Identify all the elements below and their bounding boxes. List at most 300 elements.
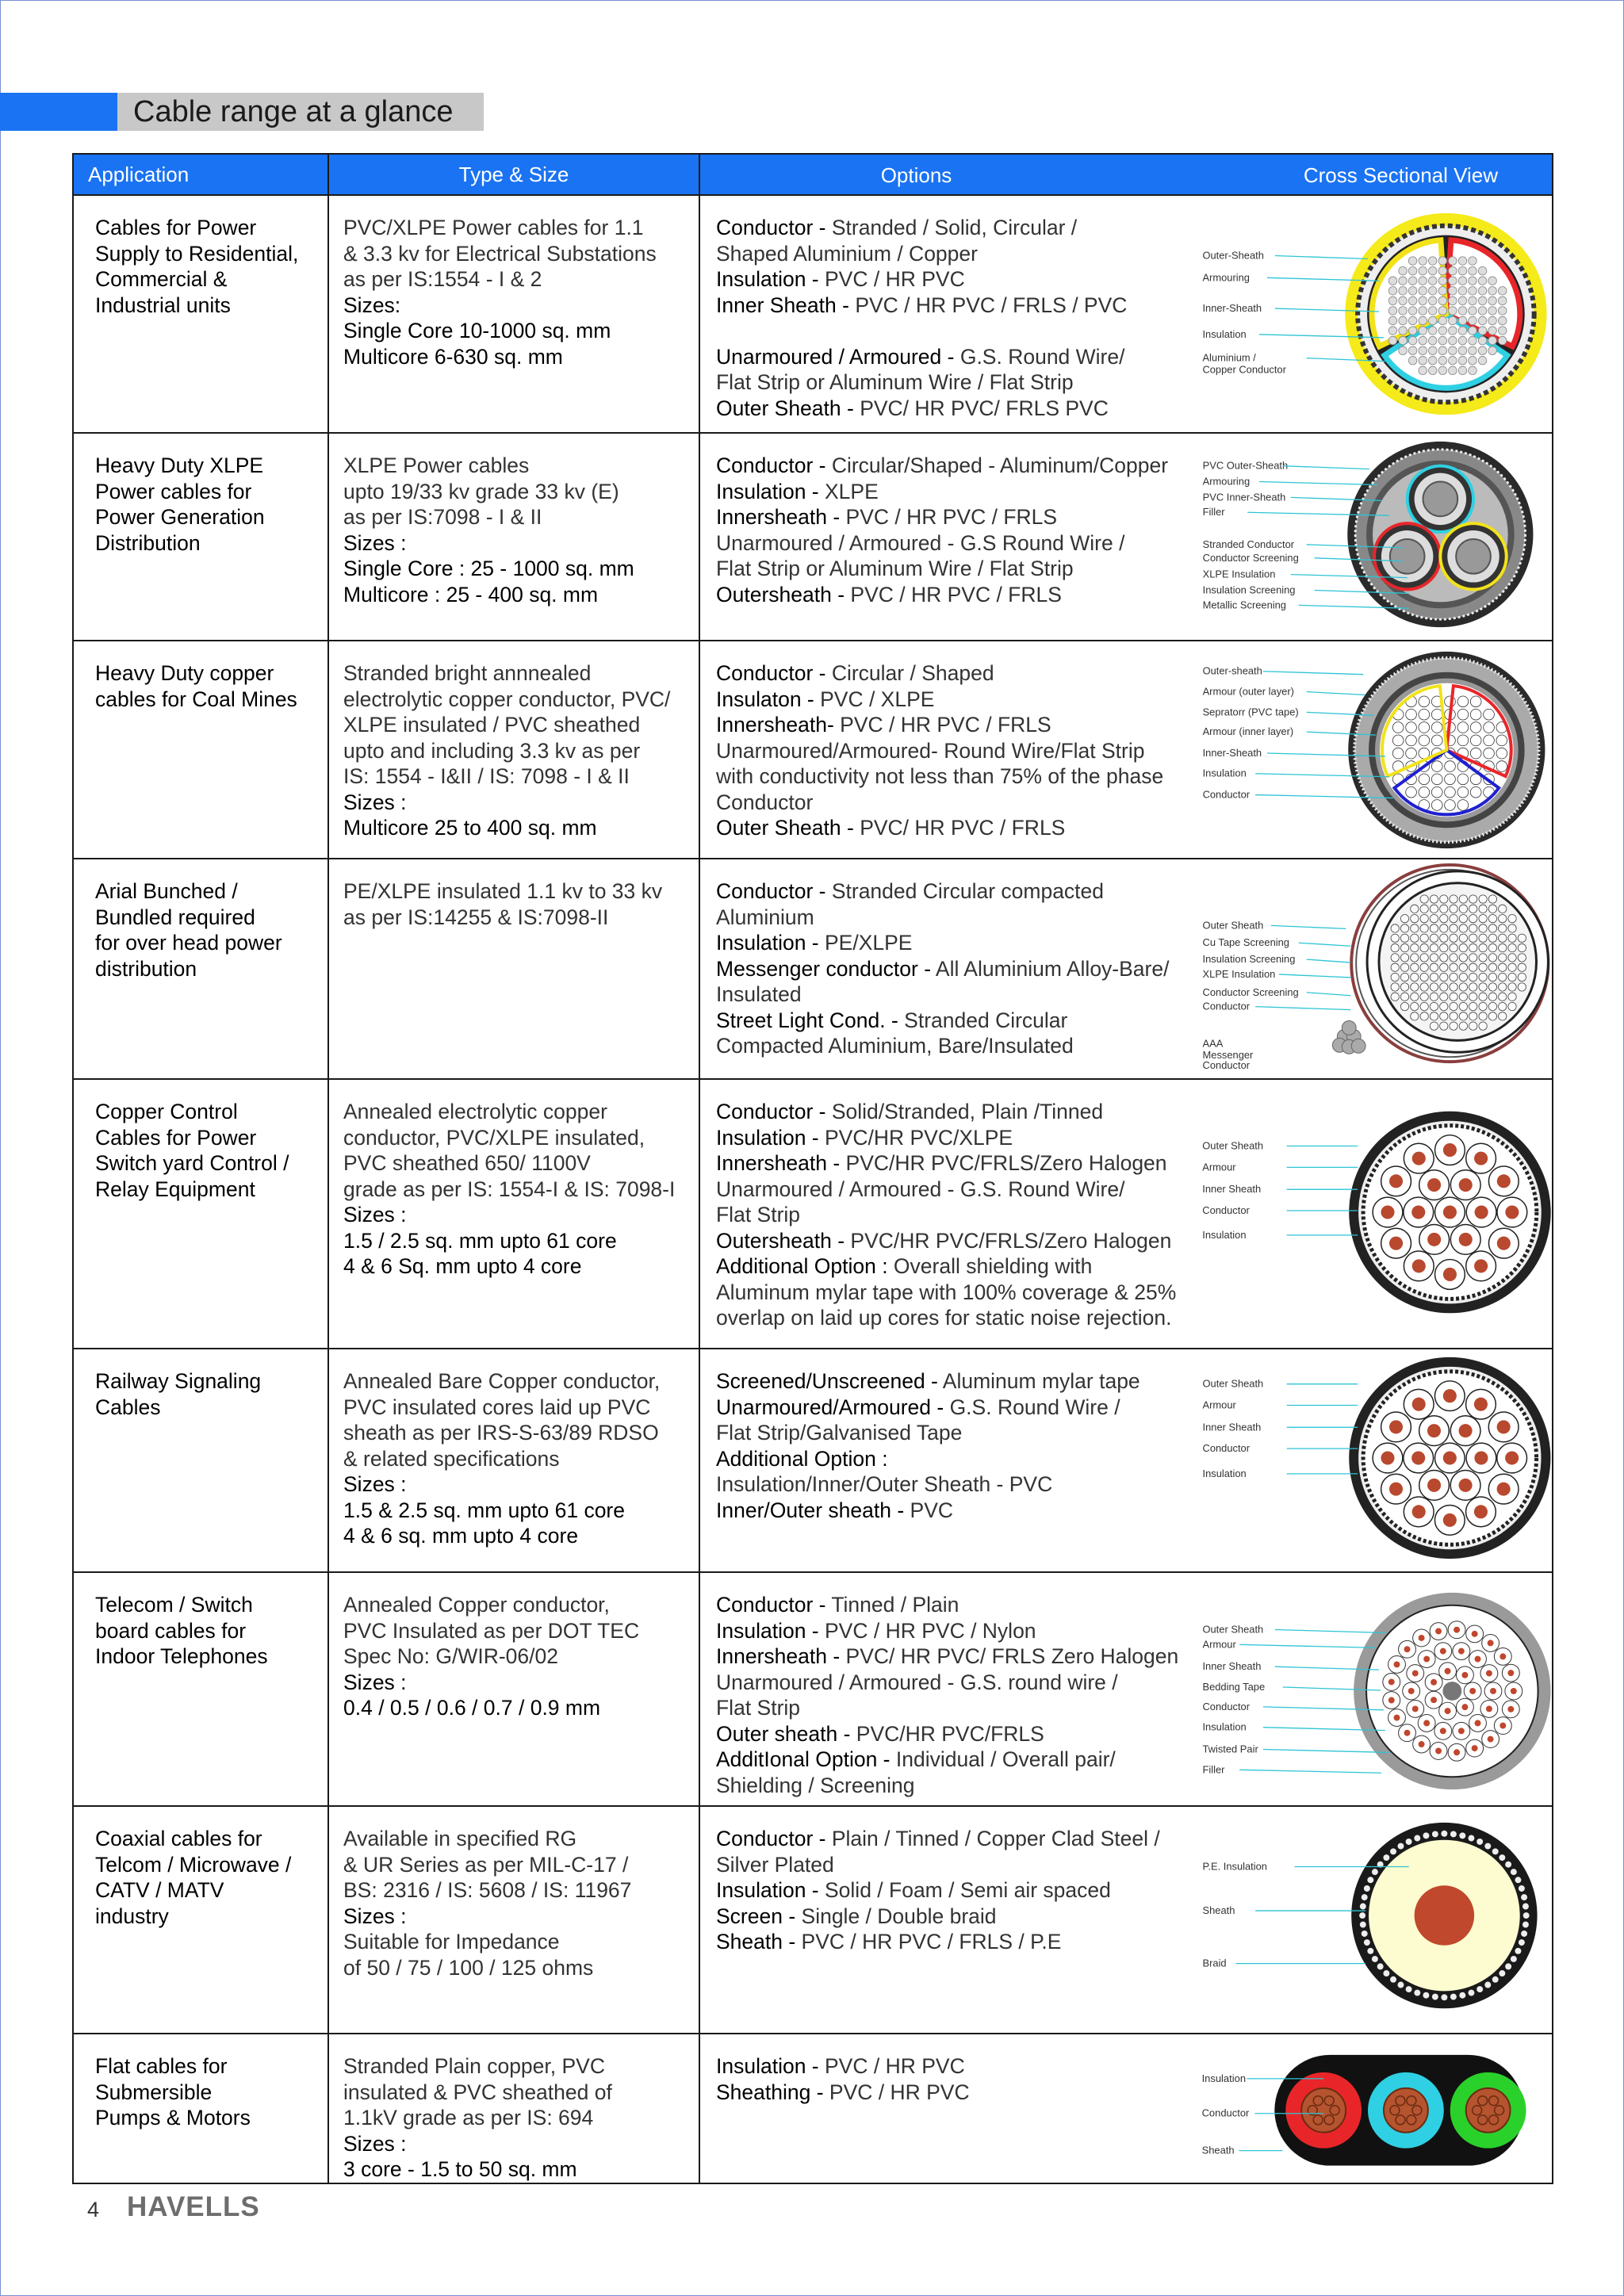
strand <box>1479 993 1487 1001</box>
text-line: Sizes : <box>343 790 407 814</box>
table-row <box>73 859 1553 1079</box>
option-value: Silver Plated <box>716 1852 834 1877</box>
option-value: Individual / Overall pair/ <box>895 1747 1116 1771</box>
strand <box>1469 297 1477 305</box>
pair-conductor <box>1388 1678 1395 1685</box>
option-value: PVC/HR PVC/FRLS/Zero Halogen <box>845 1151 1167 1175</box>
option-line <box>716 1471 1200 1498</box>
core-conductor <box>1427 1178 1441 1192</box>
option-value: Solid/Stranded, Plain /Tinned <box>831 1100 1104 1123</box>
table-row <box>73 1806 1553 2034</box>
option-label: Outersheath - <box>716 1228 851 1253</box>
strand <box>1419 709 1430 720</box>
strand <box>1508 924 1516 932</box>
option-line <box>716 1446 1200 1472</box>
strand <box>1469 993 1477 1001</box>
option-line <box>716 241 1200 267</box>
braid-wire <box>1390 1976 1396 1983</box>
strand <box>1406 786 1417 798</box>
cable-range-table-wrap <box>72 153 1552 2184</box>
strand <box>1431 786 1442 798</box>
text-line: Submersible <box>95 2080 213 2104</box>
strand <box>1420 1002 1428 1010</box>
braid-wire <box>1477 1839 1483 1845</box>
diagram-label: Conductor <box>1201 2107 1250 2119</box>
diagram-label: Insulation <box>1202 1720 1247 1733</box>
text-line: electrolytic copper conductor, PVC/ <box>343 687 671 711</box>
strand <box>1469 307 1477 316</box>
leader-line <box>1283 466 1369 469</box>
strand <box>1445 800 1456 811</box>
strand <box>1478 297 1487 305</box>
strand <box>1408 277 1417 285</box>
option-line <box>716 1498 1200 1524</box>
strand <box>1478 316 1487 325</box>
pair-conductor <box>1454 1627 1460 1633</box>
header-options: Options <box>880 163 952 187</box>
cell-type-size <box>328 641 699 859</box>
option-line <box>716 712 1200 738</box>
strand <box>1469 287 1477 296</box>
pair-conductor <box>1475 1720 1481 1726</box>
text-line: grade as per IS: 1554-I & IS: 7098-I <box>343 1177 676 1201</box>
strand <box>1450 905 1457 913</box>
strand <box>1438 297 1447 305</box>
text-line: & UR Series as per MIL-C-17 / <box>343 1852 629 1877</box>
strand <box>1459 895 1467 903</box>
cross-section-diagram <box>1195 1349 1552 1571</box>
leader-line <box>1239 1770 1381 1773</box>
header-options-cross-section <box>699 154 1553 195</box>
pair-conductor <box>1500 1723 1506 1729</box>
strand <box>1488 297 1497 305</box>
option-line <box>716 1033 1200 1059</box>
strand <box>1518 934 1526 942</box>
option-value: Flat Strip <box>716 1696 801 1720</box>
strand <box>1391 983 1399 991</box>
braid-wire <box>1459 1832 1465 1839</box>
option-line <box>716 396 1200 422</box>
core-conductor <box>1456 539 1491 574</box>
strand <box>1400 1002 1408 1010</box>
strand <box>1478 277 1487 285</box>
braid-wire <box>1499 1970 1505 1976</box>
core-conductor <box>1412 1398 1426 1411</box>
option-value: Solid / Foam / Semi air spaced <box>825 1878 1111 1902</box>
strand <box>1440 895 1448 903</box>
strand <box>1459 993 1467 1001</box>
braid-wire <box>1362 1894 1368 1900</box>
strand <box>1458 346 1467 355</box>
text-line: Sizes : <box>343 1203 407 1226</box>
core-conductor <box>1459 1178 1473 1192</box>
braid-wire <box>1397 1843 1404 1850</box>
strand <box>1411 1002 1419 1010</box>
option-value: PVC/HR PVC/FRLS/Zero Halogen <box>850 1228 1172 1253</box>
cell-options <box>699 1572 1553 1806</box>
option-line <box>716 1877 1200 1904</box>
strand <box>1428 316 1437 325</box>
cross-section-diagram <box>1195 641 1552 858</box>
text-line: for over head power <box>95 931 282 955</box>
strand <box>1484 709 1495 720</box>
option-value: Stranded Circular <box>904 1008 1068 1032</box>
pair-conductor <box>1486 1705 1492 1712</box>
strand <box>1419 297 1427 305</box>
strand <box>1440 1002 1448 1010</box>
pair-conductor <box>1423 1656 1430 1663</box>
option-line <box>716 1420 1200 1446</box>
strand <box>1478 327 1487 335</box>
option-value: Flat Strip or Aluminum Wire / Flat Strip <box>716 370 1074 394</box>
diagram-label: Outer Sheath <box>1202 1139 1264 1152</box>
strand <box>1479 954 1487 962</box>
conductor <box>1415 1885 1474 1945</box>
option-value: Stranded / Solid, Circular / <box>831 216 1078 239</box>
strand <box>1459 983 1467 991</box>
core-conductor <box>1459 1233 1473 1246</box>
strand <box>1431 709 1442 720</box>
strand <box>1411 954 1419 962</box>
strand <box>1450 914 1457 922</box>
text-line: Multicore 6-630 sq. mm <box>343 344 563 369</box>
leader-line <box>1271 925 1346 928</box>
text-line: industry <box>95 1904 169 1928</box>
strand <box>1469 266 1477 275</box>
text-line: as per IS:7098 - I & II <box>343 505 542 529</box>
text-line: Suitable for Impedance <box>343 1930 560 1954</box>
option-label: Conductor - <box>716 1827 832 1850</box>
strand <box>1431 735 1442 746</box>
strand <box>1420 943 1428 951</box>
core-conductor <box>1389 1174 1403 1188</box>
strand <box>1459 1022 1467 1030</box>
diagram-label: Sheath <box>1201 2144 1235 2156</box>
strand <box>1458 316 1467 325</box>
option-line <box>716 344 1200 370</box>
strand <box>1440 934 1448 942</box>
strand <box>1430 1002 1438 1010</box>
text-line: Bundled required <box>95 905 255 929</box>
option-line <box>716 293 1200 319</box>
leader-line <box>1279 974 1350 978</box>
cross-section-diagram <box>1195 434 1552 640</box>
option-value: Insulation/Inner/Outer Sheath - PVC <box>716 1472 1053 1496</box>
strand <box>1408 336 1417 345</box>
strand <box>1411 993 1419 1001</box>
strand <box>1440 963 1448 971</box>
strand <box>1399 346 1408 355</box>
option-line <box>716 530 1200 557</box>
strand <box>1459 905 1467 913</box>
option-value: Unarmoured/Armoured- Round Wire/Flat Strip <box>716 738 1145 763</box>
strand <box>1388 327 1397 335</box>
strand <box>1420 1012 1428 1020</box>
strand <box>1440 993 1448 1001</box>
strand <box>1459 1012 1467 1020</box>
option-value: Tinned / Plain <box>831 1593 959 1617</box>
braid-wire <box>1468 1990 1474 1996</box>
pair-conductor <box>1388 1697 1395 1704</box>
text-line: 0.4 / 0.5 / 0.6 / 0.7 / 0.9 mm <box>343 1696 601 1720</box>
strand <box>1420 963 1428 971</box>
strand <box>1449 336 1457 345</box>
braid-wire <box>1441 1994 1447 2000</box>
text-line: Sizes : <box>343 1472 407 1496</box>
text-line: Multicore : 25 - 400 sq. mm <box>343 582 599 607</box>
option-value: Flat Strip <box>716 1203 801 1226</box>
option-label: Insulaton - <box>716 687 821 711</box>
strand <box>1469 963 1477 971</box>
strand <box>1518 954 1526 962</box>
cross-section-diagram <box>1195 1080 1552 1348</box>
strand <box>1459 943 1467 951</box>
option-value: All Aluminium Alloy-Bare/ <box>935 956 1170 981</box>
strand <box>1420 954 1428 962</box>
pair-conductor <box>1408 1688 1415 1694</box>
strand <box>1440 924 1448 932</box>
strand <box>1428 297 1437 305</box>
strand <box>1438 257 1447 266</box>
strand <box>1499 1002 1507 1010</box>
strand <box>1388 297 1397 305</box>
pair-conductor <box>1419 1635 1425 1641</box>
strand <box>1431 722 1442 733</box>
diagram-label: Metallic Screening <box>1202 599 1286 611</box>
braid-wire <box>1450 1994 1457 2000</box>
strand <box>1488 943 1496 951</box>
strand <box>1388 277 1397 285</box>
strand <box>1459 934 1467 942</box>
pair-conductor <box>1500 1653 1506 1659</box>
text-line: Stranded bright annnealed <box>343 661 592 685</box>
diagram-label: Conductor <box>1202 1204 1250 1216</box>
text-line: Cables <box>95 1395 161 1419</box>
cell-options <box>699 1079 1553 1349</box>
pair-conductor <box>1461 1704 1468 1710</box>
strand <box>1399 316 1408 325</box>
option-value: PVC / XLPE <box>820 687 935 711</box>
strand <box>1449 366 1457 375</box>
diagram-label: Armour <box>1202 1399 1236 1411</box>
strand <box>1498 336 1507 345</box>
strand <box>1408 297 1417 305</box>
leader-line <box>1299 943 1351 946</box>
cell-type-size <box>328 1079 699 1349</box>
strand <box>1428 257 1437 266</box>
strand <box>1457 735 1469 746</box>
text-line: Commercial & <box>95 267 228 291</box>
cross-section-diagram <box>1195 1573 1552 1805</box>
strand <box>1470 722 1481 733</box>
option-label: Inner Sheath - <box>716 293 856 317</box>
cell-type-size <box>328 2034 699 2183</box>
option-value: PE/XLPE <box>825 931 913 955</box>
strand <box>1459 914 1467 922</box>
table-row <box>73 433 1553 641</box>
strand <box>1450 943 1457 951</box>
strand <box>1469 954 1477 962</box>
option-label: Conductor - <box>716 1593 832 1617</box>
option-line <box>716 318 1200 344</box>
strand <box>1478 336 1487 345</box>
strand <box>1449 356 1457 365</box>
strand <box>1479 1002 1487 1010</box>
strand <box>1438 277 1447 285</box>
strand <box>1391 954 1399 962</box>
strand <box>1411 963 1419 971</box>
option-value: Conductor <box>716 790 814 814</box>
option-value: XLPE <box>825 479 879 503</box>
text-line: as per IS:14255 & IS:7098-II <box>343 905 609 929</box>
diagram-label: Conductor <box>1202 1000 1251 1012</box>
text-line: Sizes : <box>343 530 407 555</box>
strand <box>1411 924 1419 932</box>
option-value: with conductivity not less than 75% of the phase <box>716 764 1164 788</box>
braid-wire <box>1492 1976 1499 1983</box>
braid-wire <box>1523 1912 1530 1919</box>
option-label: Innersheath- <box>716 713 841 737</box>
strand <box>1488 924 1496 932</box>
strand <box>1399 277 1408 285</box>
diagram-label: Insulation <box>1202 1228 1247 1241</box>
diagram-label: Armour <box>1202 1638 1236 1651</box>
strand <box>1499 914 1507 922</box>
pair-conductor <box>1431 1697 1437 1703</box>
strand <box>1469 934 1477 942</box>
strand <box>1419 735 1430 746</box>
strand <box>1419 287 1427 296</box>
option-value: PVC/ HR PVC/ FRLS PVC <box>860 396 1109 420</box>
braid-wire <box>1515 1877 1521 1883</box>
strand <box>1484 722 1495 733</box>
core-conductor <box>1474 1398 1488 1411</box>
strand <box>1399 266 1408 275</box>
strand <box>1469 316 1477 325</box>
option-line <box>716 1747 1200 1773</box>
braid-wire <box>1367 1877 1373 1883</box>
option-value: Compacted Aluminium, Bare/Insulated <box>716 1034 1074 1058</box>
option-label: Outer Sheath - <box>716 816 860 840</box>
option-value: PVC / HR PVC / FRLS <box>840 713 1051 737</box>
strand <box>1391 993 1399 1001</box>
option-value: PVC <box>910 1498 954 1522</box>
strand <box>1440 1012 1448 1020</box>
braid-wire <box>1499 1854 1505 1861</box>
option-value: PVC/HR PVC/FRLS <box>856 1721 1044 1746</box>
strand <box>1450 983 1457 991</box>
option-line <box>716 1099 1200 1125</box>
strand <box>1430 924 1438 932</box>
option-line <box>716 582 1200 608</box>
option-line <box>716 1202 1200 1228</box>
text-line: 1.5 / 2.5 sq. mm upto 61 core <box>343 1228 617 1253</box>
strand <box>1406 709 1417 720</box>
diagram-label: Armour (outer layer) <box>1202 685 1294 698</box>
option-value: Circular / Shaped <box>831 661 994 685</box>
strand <box>1449 346 1457 355</box>
strand <box>1420 934 1428 942</box>
diagram-label: Inner Sheath <box>1202 1421 1262 1433</box>
text-line: Spec No: G/WIR-06/02 <box>343 1644 558 1668</box>
pair-conductor <box>1412 1705 1419 1712</box>
option-value: Insulated <box>716 982 802 1006</box>
strand <box>1457 800 1469 811</box>
option-label: Conductor - <box>716 216 832 239</box>
option-value: G.S. Round Wire / <box>949 1395 1120 1419</box>
option-value: PVC / HR PVC / Nylon <box>825 1618 1036 1643</box>
option-value: Aluminium <box>716 905 814 929</box>
diagram-label: Armour (inner layer) <box>1202 725 1294 738</box>
text-line: 1.5 & 2.5 sq. mm upto 61 core <box>343 1498 625 1522</box>
strand <box>1449 307 1457 316</box>
cross-section-diagram <box>1195 1807 1552 2033</box>
diagram-label: Insulation Screening <box>1202 584 1296 596</box>
text-line: Supply to Residential, <box>95 241 299 266</box>
strand <box>1508 914 1516 922</box>
strand <box>1408 346 1417 355</box>
option-line <box>716 1395 1200 1421</box>
cell-type-size <box>328 433 699 641</box>
option-line <box>716 815 1200 841</box>
text-line: Heavy Duty XLPE <box>95 453 264 477</box>
strand <box>1408 307 1417 316</box>
option-value: PVC / HR PVC <box>829 2080 970 2104</box>
strand <box>1450 1002 1457 1010</box>
text-line: PVC sheathed 650/ 1100V <box>343 1151 591 1175</box>
strand <box>1399 327 1408 335</box>
option-label: AdditIonal Option - <box>716 1747 896 1771</box>
option-value: Single / Double braid <box>801 1904 997 1928</box>
core-conductor <box>1443 1513 1457 1527</box>
strand <box>1469 895 1477 903</box>
option-line <box>716 790 1200 816</box>
cell-application <box>73 195 328 433</box>
strand <box>1428 356 1437 365</box>
option-value: Plain / Tinned / Copper Clad Steel / <box>831 1827 1160 1850</box>
text-line: Relay Equipment <box>95 1177 255 1201</box>
strand <box>1469 257 1477 266</box>
text-line: Copper Control <box>95 1100 238 1123</box>
strand <box>1488 287 1497 296</box>
diagram-label: Insulation <box>1202 767 1247 779</box>
pair-conductor <box>1458 1648 1465 1655</box>
option-line <box>716 687 1200 713</box>
strand <box>1449 327 1457 335</box>
table-row <box>73 2034 1553 2183</box>
strand <box>1400 963 1408 971</box>
leader-line <box>1275 1630 1385 1633</box>
option-value: Unarmoured / Armoured - G.S Round Wire / <box>716 530 1125 555</box>
strand <box>1449 277 1457 285</box>
option-line <box>716 930 1200 956</box>
pair-conductor <box>1445 1708 1451 1714</box>
core-conductor <box>1475 1205 1488 1219</box>
text-line: Telcom / Microwave / <box>95 1852 292 1877</box>
strand <box>1488 316 1497 325</box>
text-line: Sizes : <box>343 2131 407 2156</box>
strand <box>1450 1012 1457 1020</box>
braid-wire <box>1406 1986 1412 1992</box>
strand <box>1469 914 1477 922</box>
strand <box>1438 307 1447 316</box>
strand <box>1478 266 1487 275</box>
core-conductor <box>1389 1483 1403 1496</box>
strand <box>1518 983 1526 991</box>
strand <box>1408 257 1417 266</box>
text-line: PVC insulated cores laid up PVC <box>343 1395 651 1419</box>
option-value: Circular/Shaped - Aluminum/Copper <box>831 453 1169 477</box>
